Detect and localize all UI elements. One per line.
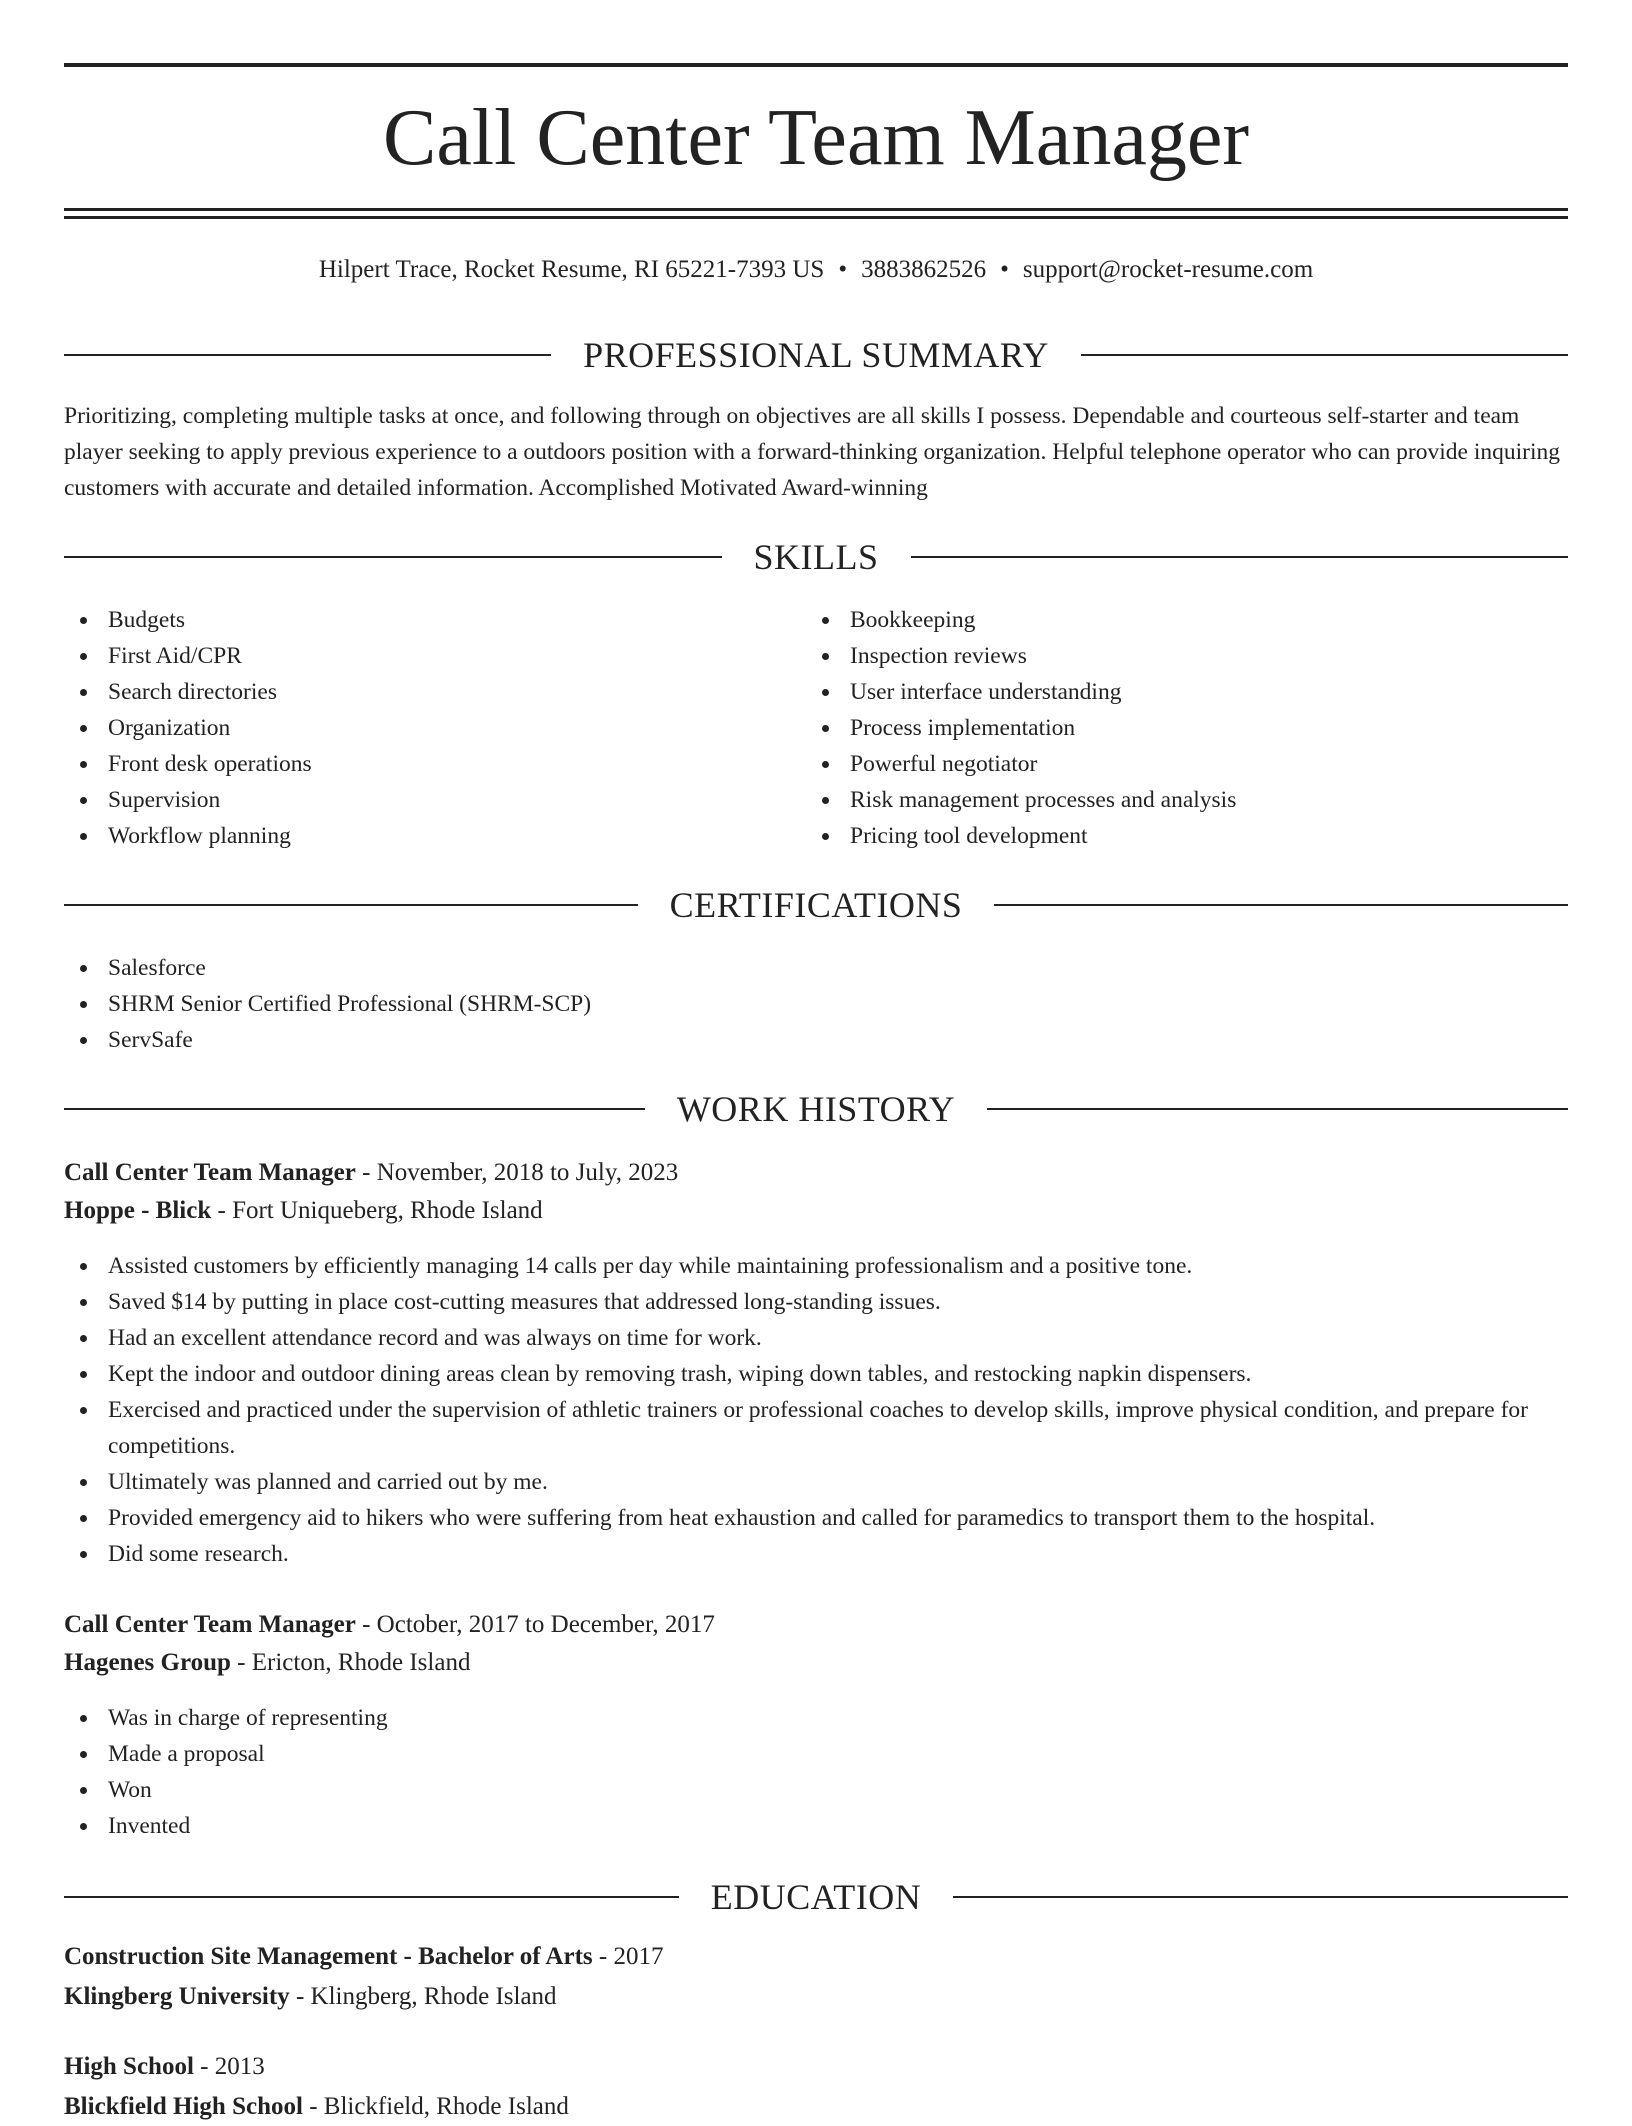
skills-list-right [806,602,1566,854]
job-bullet: Provided emergency aid to hikers who were suffering from heat exhaustion and called for paramedics to transport them to the hospital. [64,1500,1568,1536]
education-location: - Klingberg, Rhode Island [295,1983,557,2010]
job-bullet: Was in charge of representing [64,1700,1568,1736]
education-degree: Construction Site Management - Bachelor of Arts [64,1943,593,1970]
top-rule [64,63,1568,67]
heading-rule [911,556,1569,558]
heading-rule [64,904,638,906]
skill-item: Pricing tool development [806,818,1566,854]
education-location: - Blickfield, Rhode Island [309,2093,569,2120]
skills-list-left [64,602,804,854]
skill-item: Inspection reviews [806,638,1566,674]
job-location: - Fort Uniqueberg, Rhode Island [217,1197,543,1224]
contact-separator: • [838,256,848,283]
skill-item: Workflow planning [64,818,804,854]
summary-text: Prioritizing, completing multiple tasks at once, and following through on objectives are all skills I possess. Dependable and courteous self-starter and team player seeking to apply previous experience to a outdoors position with a forward-thinking organization. Helpful telephone operator who can provide inquiring customers with accurate and detailed information. Accomplished Motivated Award-winning [64,403,1560,501]
job-location: - Ericton, Rhode Island [237,1649,471,1676]
certification-item: ServSafe [64,1022,1568,1058]
education-school: Klingberg University [64,1983,290,2010]
job-company: Hoppe - Blick [64,1197,212,1224]
heading-rule [1081,354,1568,356]
contact-phone: 3883862526 [861,256,987,283]
contact-line [64,252,1568,288]
job-bullets [64,1700,1568,1844]
heading-rule [64,1108,645,1110]
contact-separator: • [1000,256,1009,283]
job-bullet: Ultimately was planned and carried out by me. [64,1464,1568,1500]
job-bullet: Assisted customers by efficiently managing 14 calls per day while maintaining professionalism and a positive tone. [64,1248,1568,1284]
skill-item: Risk management processes and analysis [806,782,1566,818]
job-title-line [64,1154,1568,1192]
job-bullet: Invented [64,1808,1568,1844]
job-dates: - October, 2017 to December, 2017 [362,1611,715,1638]
job-company: Hagenes Group [64,1649,231,1676]
education-degree-line [64,2048,1568,2086]
heading-rule [994,904,1568,906]
section-heading-work-history [64,1089,1568,1129]
education-school-line [64,2088,1568,2126]
skill-item: Powerful negotiator [806,746,1566,782]
section-title: SKILLS [753,537,879,577]
title-rule-upper [64,208,1568,211]
heading-rule [987,1108,1568,1110]
education-degree: High School [64,2053,194,2080]
contact-email: support@rocket-resume.com [1022,256,1314,283]
job-dates: - November, 2018 to July, 2023 [362,1159,679,1186]
skill-item: First Aid/CPR [64,638,804,674]
title-rule-lower [64,216,1568,219]
resume-title: Call Center Team Manager [383,94,1249,182]
education-entry [64,2048,1568,2126]
section-title: WORK HISTORY [676,1089,956,1129]
skill-item: Process implementation [806,710,1566,746]
skill-item: Front desk operations [64,746,804,782]
job-bullet: Had an excellent attendance record and was always on time for work. [64,1320,1568,1356]
job-bullet: Saved $14 by putting in place cost-cutting measures that addressed long-standing issues. [64,1284,1568,1320]
section-heading-education [64,1877,1568,1917]
section-title: PROFESSIONAL SUMMARY [583,335,1049,375]
heading-rule [64,1896,679,1898]
job-bullets [64,1248,1568,1572]
job-entry [64,1606,1568,1682]
section-title: CERTIFICATIONS [669,885,963,925]
job-bullet: Made a proposal [64,1736,1568,1772]
skill-item: Bookkeeping [806,602,1566,638]
job-entry [64,1154,1568,1230]
skill-item: Supervision [64,782,804,818]
certification-item: Salesforce [64,950,1568,986]
skill-item: Budgets [64,602,804,638]
job-title: Call Center Team Manager [64,1159,356,1186]
heading-rule [953,1896,1568,1898]
education-year: - 2017 [598,1943,664,1970]
section-title: EDUCATION [710,1877,922,1917]
certifications-list [64,950,1568,1058]
job-company-line [64,1192,1568,1230]
job-title-line [64,1606,1568,1644]
job-bullet: Exercised and practiced under the supervision of athletic trainers or professional coaches to develop skills, improve physical condition, and prepare for competitions. [64,1392,1568,1464]
education-year: - 2013 [200,2053,265,2080]
job-title: Call Center Team Manager [64,1611,356,1638]
education-entry [64,1938,1568,2016]
contact-address: Hilpert Trace, Rocket Resume, RI 65221-7393 US [318,256,825,283]
job-bullet: Did some research. [64,1536,1568,1572]
job-bullet: Won [64,1772,1568,1808]
education-degree-line [64,1938,1568,1976]
heading-rule [64,354,551,356]
skill-item: User interface understanding [806,674,1566,710]
section-heading-skills [64,537,1568,577]
education-school: Blickfield High School [64,2093,303,2120]
section-heading-certifications [64,885,1568,925]
heading-rule [64,556,722,558]
section-heading-summary [64,335,1568,375]
job-company-line [64,1644,1568,1682]
job-bullet: Kept the indoor and outdoor dining areas clean by removing trash, wiping down tables, and restocking napkin dispensers. [64,1356,1568,1392]
education-school-line [64,1978,1568,2016]
skill-item: Search directories [64,674,804,710]
certification-item: SHRM Senior Certified Professional (SHRM-SCP) [64,986,1568,1022]
skill-item: Organization [64,710,804,746]
